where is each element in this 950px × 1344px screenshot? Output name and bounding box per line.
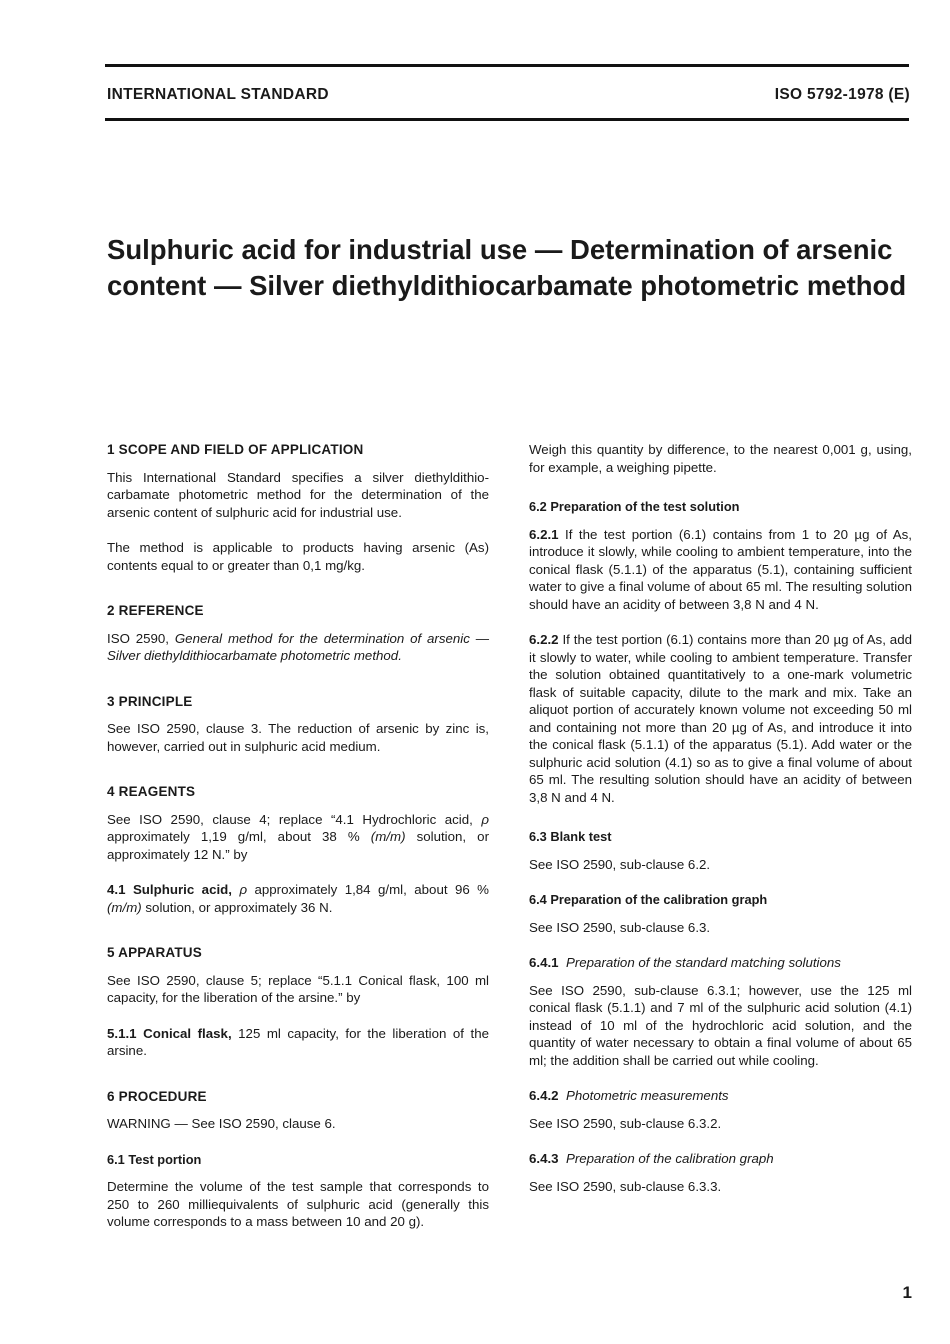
clause-6-4-3-number: 6.4.3 [529,1151,559,1166]
clause-6-2-1-text: If the test portion (6.1) contains from 1 to 20 µg of As, introduce it slowly, while cooling to ambient temperature, into the conical flask (5.1.1) of the apparatus (5.1), containing sufficient water to give a final volume of about 65 ml. The resulting solution should have an acidity of between 3,8 N and 4 N. [529,526,912,612]
reagent-text-b: approximately 1,84 g/ml, about 96 % [247,882,490,897]
section-4-heading: 4 REAGENTS [107,784,196,799]
s4-text-b: approximately 1,19 g/ml, about 38 % [107,829,371,844]
subsection-6-2-heading: 6.2 Preparation of the test solution [529,499,740,514]
subsection-6-3-heading: 6.3 Blank test [529,829,612,844]
rho-symbol: ρ [481,811,489,827]
section-5-heading: 5 APPARATUS [107,945,202,960]
section-4-paragraph [107,811,489,864]
section-1-heading: 1 SCOPE AND FIELD OF APPLICATION [107,442,364,457]
clause-6-2-2-text: If the test portion (6.1) contains more than 20 µg of As, add it slowly to water, while cooling to ambient temperature. Transfer the solution obtained quantitatively to a one-mark volumetric flask of suitable capacity, dilute to the mark and mix. Take an aliquot portion of accurately known volume not exceeding 50 ml and containing not more than 20 µg of As, and introduce it into the conical flask (5.1.1) of the apparatus (5.1). Add water or the sulphuric acid solution (4.1) so as to give a final volume of about 65 ml. The resulting solution should have an acidity of between 3,8 N and 4 N. [529,632,912,805]
reagent-4-1 [107,881,489,916]
apparatus-number: 5.1.1 [107,1025,137,1041]
reagent-number: 4.1 [107,882,126,897]
section-3-paragraph: See ISO 2590, clause 3. The reduction of arsenic by zinc is, however, carried out in sulphuric acid medium. [107,721,489,754]
s4-text-c: solution, or approximately 12 N.” by [107,829,489,862]
reagent-name: Sulphuric acid, [132,882,232,897]
mm-notation: (m/m) [370,829,406,844]
section-2-heading: 2 REFERENCE [107,603,204,618]
clause-6-2-2 [529,631,912,806]
clause-6-2-2-number: 6.2.2 [529,632,559,647]
clause-6-4-1-text: See ISO 2590, sub-clause 6.3.1; however, use the 125 ml conical flask (5.1.1) and 7 ml of the sulphuric acid solution (4.1) instead of 10 ml of the hydrochloric acid solution, and the quantity of water necessary to obtain a final volume of about 65 ml; the addition shall be carried out while cooling. [529,982,912,1068]
reference-title: General method for the determination of arsenic — Silver diethyldithiocarbamate photometric method. [107,630,490,663]
header-rule-top [105,64,909,67]
subsection-6-4-heading: 6.4 Preparation of the calibration graph [529,892,768,907]
page-number: 1 [902,1283,912,1302]
clause-6-4-1-title: Preparation of the standard matching solutions [565,955,841,970]
title-line-2: content — Silver diethyldithiocarbamate photometric method [107,270,907,301]
reference-number: ISO 2590, [107,630,169,646]
apparatus-text: 125 ml capacity, for the liberation of the arsine. [107,1025,489,1058]
clause-6-4-2-title: Photometric measurements [565,1088,729,1103]
mm-notation: (m/m) [107,899,142,915]
clause-6-4-3-heading [529,1150,912,1168]
clause-6-4-3-text: See ISO 2590, sub-clause 6.3.3. [529,1178,722,1194]
subsection-6-1-heading: 6.1 Test portion [107,1151,202,1167]
header-rule-bottom [105,118,909,121]
s4-text-a: See ISO 2590, clause 4; replace “4.1 Hydrochloric acid, [107,811,473,827]
reagent-text-c: solution, or approximately 36 N. [141,899,333,915]
apparatus-5-1-1 [107,1025,489,1060]
title-line-1: Sulphuric acid for industrial use — Determination of arsenic [107,234,893,265]
clause-6-4-3-title: Preparation of the calibration graph [565,1151,774,1166]
section-5-paragraph: See ISO 2590, clause 5; replace “5.1.1 Conical flask, 100 ml capacity, for the liberation of the arsine.” by [107,972,489,1005]
clause-6-4-1-number: 6.4.1 [529,955,559,970]
section-1-paragraph-2: The method is applicable to products having arsenic (As) contents equal to or greater than 0,1 mg/kg. [107,540,489,573]
section-6-heading: 6 PROCEDURE [107,1088,207,1104]
subsection-6-1-paragraph: Determine the volume of the test sample that corresponds to 250 to 260 milliequivalents of sulphuric acid (generally this volume corresponds to a mass between 10 and 20 g). [107,1179,489,1229]
subsection-6-1-paragraph-2: Weigh this quantity by difference, to the nearest 0,001 g, using, for example, a weighing pipette. [529,442,912,475]
left-column [107,441,489,1249]
subsection-6-3-text: See ISO 2590, sub-clause 6.2. [529,856,711,872]
section-3-heading: 3 PRINCIPLE [107,693,193,709]
clause-6-2-1-number: 6.2.1 [529,526,559,542]
warning-text: WARNING — See ISO 2590, clause 6. [107,1116,336,1131]
right-column [529,441,912,1213]
clause-6-4-2-heading [529,1087,912,1105]
section-1-paragraph-1: This International Standard specifies a silver diethyldithio-carbamate photometric method for the determination of the arsenic content of sulphuric acid for industrial use. [107,469,489,520]
apparatus-name: Conical flask, [143,1025,232,1041]
clause-6-2-1 [529,526,912,614]
header-standard-number: ISO 5792-1978 (E) [774,86,910,103]
clause-6-4-2-text: See ISO 2590, sub-clause 6.3.2. [529,1115,722,1131]
clause-6-4-1-heading [529,954,912,972]
page-title [107,232,927,304]
reference-entry [107,630,489,665]
rho-symbol: ρ [239,882,248,897]
clause-6-4-2-number: 6.4.2 [529,1088,559,1103]
header-doc-type: INTERNATIONAL STANDARD [107,86,329,103]
subsection-6-4-text: See ISO 2590, sub-clause 6.3. [529,919,711,935]
